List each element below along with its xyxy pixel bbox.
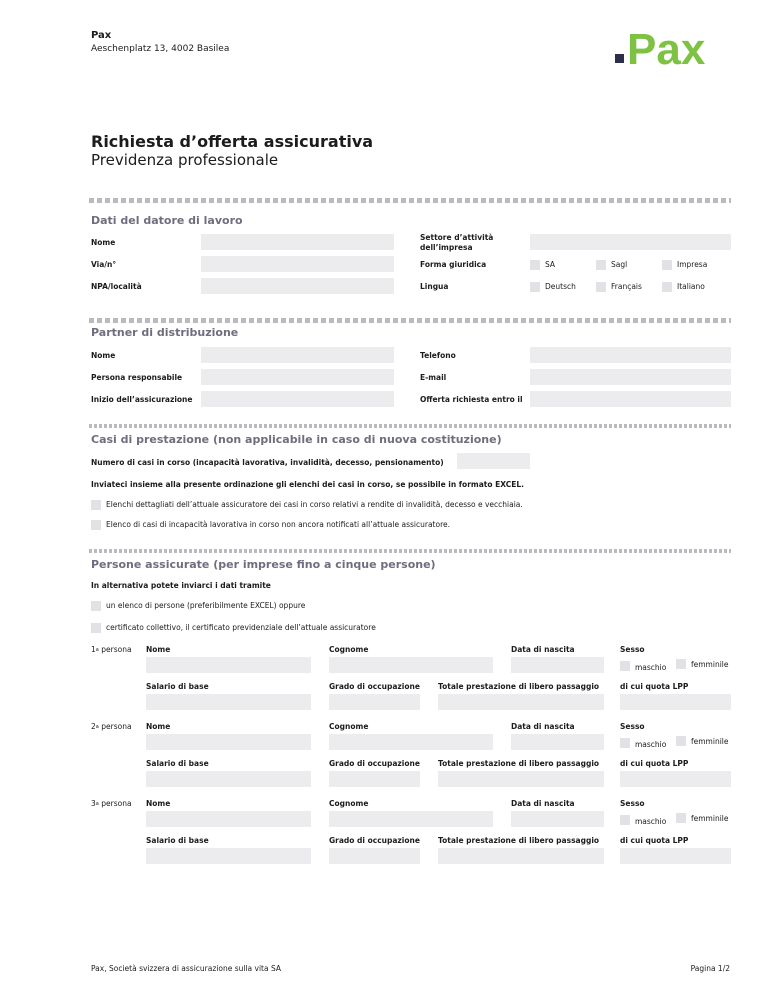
vested-label: Totale prestazione di libero passaggio <box>438 682 600 691</box>
svg-text:Pax: Pax <box>627 26 706 70</box>
language-fr-checkbox[interactable] <box>596 282 606 292</box>
email-field[interactable] <box>530 369 731 385</box>
sex-label: Sesso <box>620 645 645 654</box>
persons-list-checkbox[interactable] <box>91 601 101 611</box>
page-subtitle: Previdenza professionale <box>91 151 279 169</box>
sex-label: Sesso <box>620 722 645 731</box>
birth-label: Data di nascita <box>511 799 575 808</box>
first-name-field[interactable] <box>146 657 311 673</box>
contact-label: Persona responsabile <box>91 373 183 382</box>
partner-heading: Partner di distribuzione <box>91 326 239 339</box>
vested-field[interactable] <box>438 694 604 710</box>
last-name-label: Cognome <box>329 799 369 808</box>
occupation-field[interactable] <box>329 694 420 710</box>
legal-form-sa-checkbox[interactable] <box>530 260 540 270</box>
birth-label: Data di nascita <box>511 722 575 731</box>
lpp-field[interactable] <box>620 694 731 710</box>
persons-alt-label: In alternativa potete inviarci i dati tramite <box>91 581 271 590</box>
phone-label: Telefono <box>420 351 456 360</box>
lpp-field[interactable] <box>620 771 731 787</box>
occupation-field[interactable] <box>329 771 420 787</box>
person-block-3 <box>0 799 768 875</box>
claims-count-field[interactable] <box>457 453 530 469</box>
first-name-field[interactable] <box>146 811 311 827</box>
persons-heading: Persone assicurate (per imprese fino a cinque persone) <box>91 558 436 571</box>
first-name-label: Nome <box>146 722 171 731</box>
claims-option-2-checkbox[interactable] <box>91 520 101 530</box>
female-checkbox[interactable] <box>676 736 686 746</box>
person-block-1 <box>0 645 768 721</box>
male-label: maschio <box>635 663 667 672</box>
section-divider <box>89 318 731 323</box>
person-number: 1$^a$ persona <box>91 645 132 654</box>
lpp-label: di cui quota LPP <box>620 682 689 691</box>
lpp-label: di cui quota LPP <box>620 836 689 845</box>
language-fr-label: Français <box>611 282 642 291</box>
first-name-label: Nome <box>146 645 171 654</box>
birth-field[interactable] <box>511 657 604 673</box>
birth-field[interactable] <box>511 811 604 827</box>
start-field[interactable] <box>201 391 394 407</box>
vested-field[interactable] <box>438 848 604 864</box>
male-checkbox[interactable] <box>620 661 630 671</box>
legal-form-label: Forma giuridica <box>420 260 487 269</box>
occupation-label: Grado di occupazione <box>329 759 420 768</box>
partner-name-field[interactable] <box>201 347 394 363</box>
male-checkbox[interactable] <box>620 815 630 825</box>
last-name-field[interactable] <box>329 734 493 750</box>
lpp-field[interactable] <box>620 848 731 864</box>
first-name-field[interactable] <box>146 734 311 750</box>
legal-form-impresa-checkbox[interactable] <box>662 260 672 270</box>
claims-option-1-checkbox[interactable] <box>91 500 101 510</box>
sector-field[interactable] <box>530 234 731 250</box>
contact-field[interactable] <box>201 369 394 385</box>
sex-label: Sesso <box>620 799 645 808</box>
legal-form-sagl-checkbox[interactable] <box>596 260 606 270</box>
zip-field[interactable] <box>201 278 394 294</box>
last-name-label: Cognome <box>329 722 369 731</box>
language-de-label: Deutsch <box>545 282 576 291</box>
male-label: maschio <box>635 740 667 749</box>
claims-count-label: Numero di casi in corso (incapacità lavorativa, invalidità, decesso, pensionamento) <box>91 458 444 467</box>
email-label: E-mail <box>420 373 447 382</box>
person-number: 3$^a$ persona <box>91 799 132 808</box>
legal-form-impresa-label: Impresa <box>677 260 708 269</box>
salary-field[interactable] <box>146 848 311 864</box>
persons-certificate-checkbox[interactable] <box>91 623 101 633</box>
phone-field[interactable] <box>530 347 731 363</box>
pax-logo <box>615 26 737 70</box>
deadline-field[interactable] <box>530 391 731 407</box>
start-label: Inizio dell’assicurazione <box>91 395 193 404</box>
company-address: Aeschenplatz 13, 4002 Basilea <box>91 44 230 54</box>
section-divider <box>89 549 731 553</box>
street-label: Via/n° <box>91 260 117 269</box>
legal-form-sagl-label: Sagl <box>611 260 628 269</box>
birth-label: Data di nascita <box>511 645 575 654</box>
claims-option-2-label: Elenco di casi di incapacità lavorativa in corso non ancora notificati all’attuale assicuratore. <box>106 520 450 529</box>
last-name-field[interactable] <box>329 657 493 673</box>
partner-name-label: Nome <box>91 351 116 360</box>
deadline-label: Offerta richiesta entro il <box>420 395 523 404</box>
language-it-checkbox[interactable] <box>662 282 672 292</box>
language-it-label: Italiano <box>677 282 705 291</box>
section-divider <box>89 424 731 428</box>
salary-field[interactable] <box>146 694 311 710</box>
male-checkbox[interactable] <box>620 738 630 748</box>
street-field[interactable] <box>201 256 394 272</box>
female-checkbox[interactable] <box>676 813 686 823</box>
claims-heading: Casi di prestazione (non applicabile in caso di nuova costituzione) <box>91 433 502 446</box>
vested-field[interactable] <box>438 771 604 787</box>
legal-form-sa-label: SA <box>545 260 556 269</box>
vested-label: Totale prestazione di libero passaggio <box>438 759 600 768</box>
salary-label: Salario di base <box>146 682 209 691</box>
salary-label: Salario di base <box>146 759 209 768</box>
section-divider <box>89 198 731 203</box>
employer-name-label: Nome <box>91 238 116 247</box>
language-label: Lingua <box>420 282 449 291</box>
person-number: 2$^a$ persona <box>91 722 132 731</box>
zip-label: NPA/località <box>91 282 142 291</box>
lpp-label: di cui quota LPP <box>620 759 689 768</box>
occupation-label: Grado di occupazione <box>329 836 420 845</box>
persons-certificate-label: certificato collettivo, il certificato previdenziale dell’attuale assicuratore <box>106 623 376 632</box>
employer-name-field[interactable] <box>201 234 394 250</box>
occupation-field[interactable] <box>329 848 420 864</box>
vested-label: Totale prestazione di libero passaggio <box>438 836 600 845</box>
company-name: Pax <box>91 30 112 41</box>
footer-company: Pax, Società svizzera di assicurazione sulla vita SA <box>91 964 281 973</box>
page-title: Richiesta d’offerta assicurativa <box>91 132 374 151</box>
female-checkbox[interactable] <box>676 659 686 669</box>
female-label: femminile <box>691 660 729 669</box>
persons-list-label: un elenco di persone (preferibilmente EXCEL) oppure <box>106 601 306 610</box>
page-number: Pagina 1/2 <box>690 964 730 973</box>
sector-label: Settore d’attività dell’impresa <box>420 233 494 252</box>
female-label: femminile <box>691 737 729 746</box>
claims-send-label: Inviateci insieme alla presente ordinazione gli elenchi dei casi in corso, se possibile in formato EXCEL. <box>91 480 525 489</box>
female-label: femminile <box>691 814 729 823</box>
language-de-checkbox[interactable] <box>530 282 540 292</box>
birth-field[interactable] <box>511 734 604 750</box>
male-label: maschio <box>635 817 667 826</box>
salary-label: Salario di base <box>146 836 209 845</box>
employer-heading: Dati del datore di lavoro <box>91 214 243 227</box>
salary-field[interactable] <box>146 771 311 787</box>
last-name-label: Cognome <box>329 645 369 654</box>
person-block-2 <box>0 722 768 798</box>
first-name-label: Nome <box>146 799 171 808</box>
occupation-label: Grado di occupazione <box>329 682 420 691</box>
last-name-field[interactable] <box>329 811 493 827</box>
claims-option-1-label: Elenchi dettagliati dell’attuale assicuratore dei casi in corso relativi a rendite di invalidità, decesso e vecchiaia. <box>106 500 523 509</box>
